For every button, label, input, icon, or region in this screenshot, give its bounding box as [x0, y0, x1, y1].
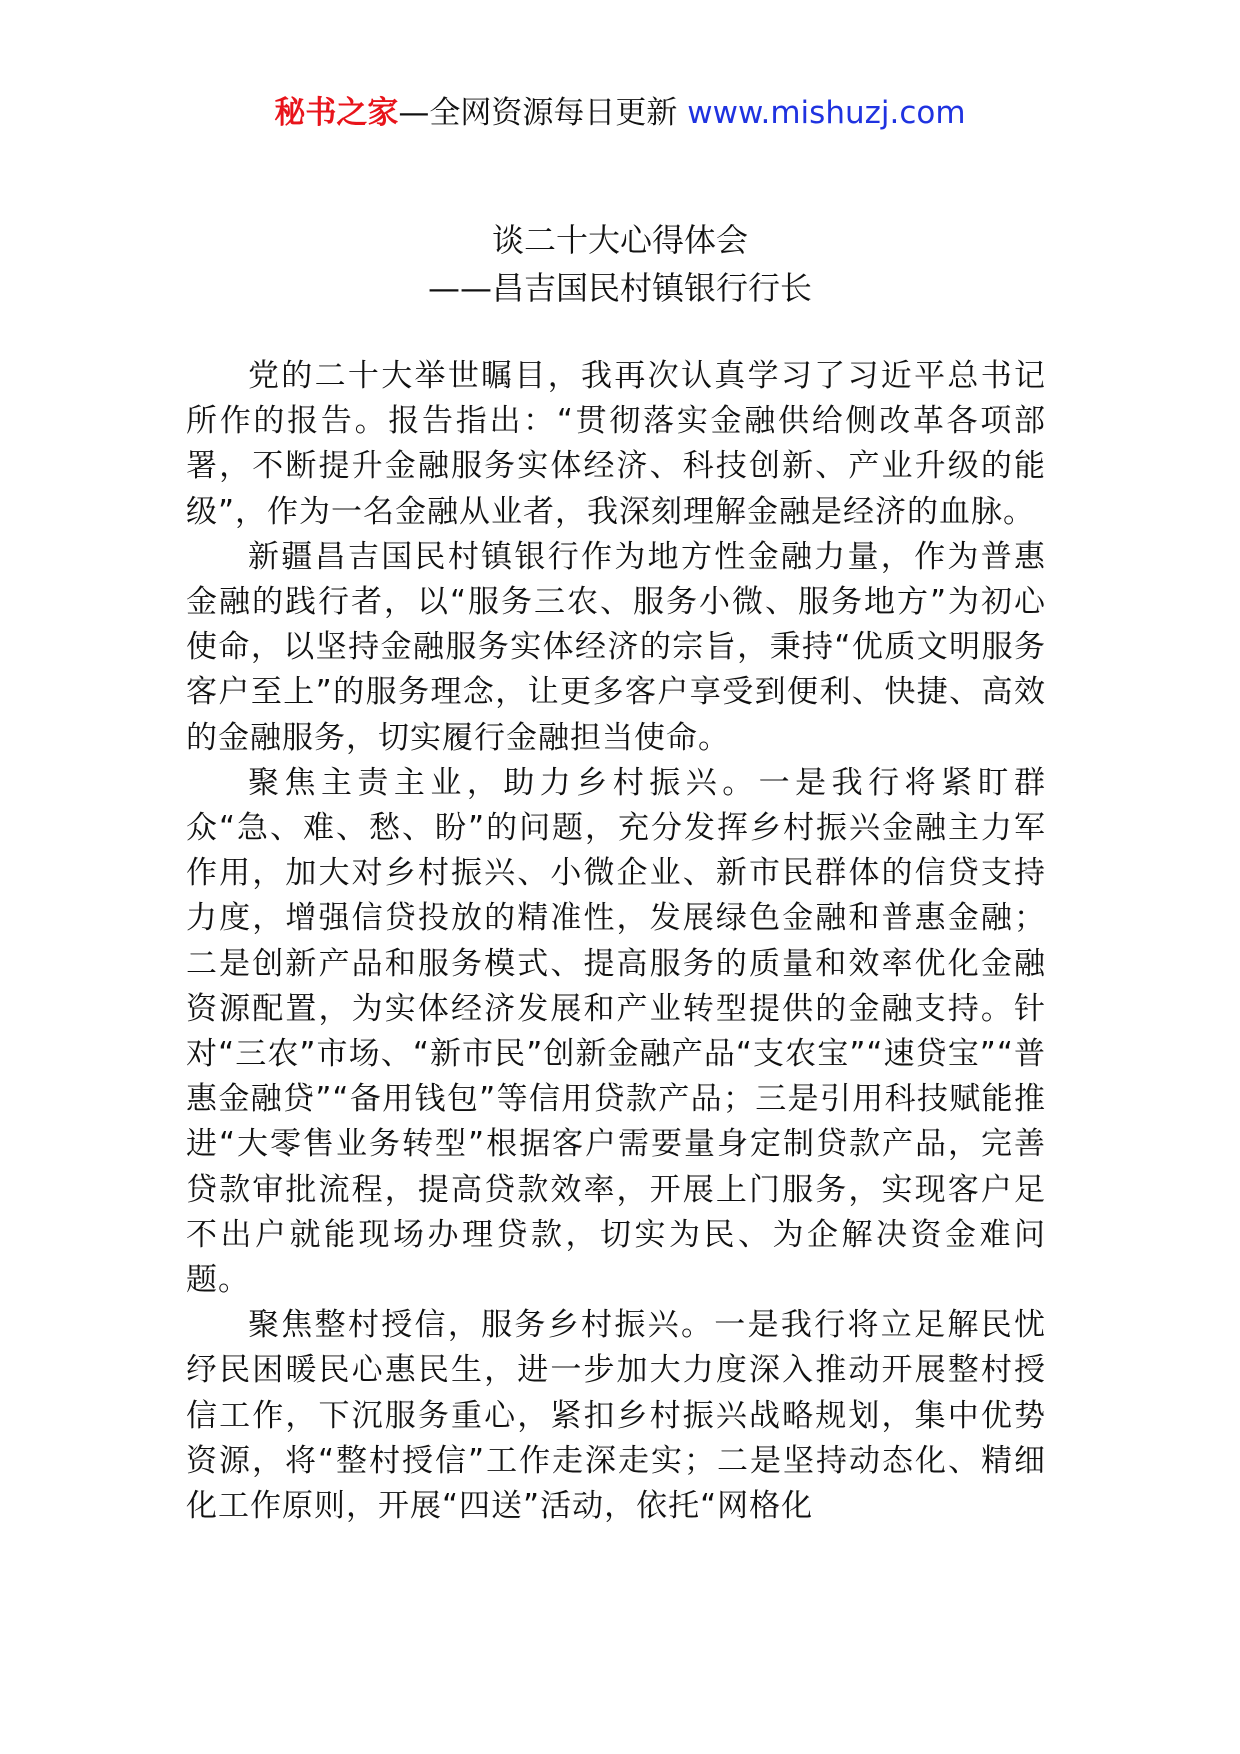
body-paragraph-1: 党的二十大举世瞩目，我再次认真学习了习近平总书记所作的报告。报告指出：“贯彻落实金融供给侧改革各项部署，不断提升金融服务实体经济、科技创新、产业升级的能级”，作为一名金融从业者，我深刻理解金融是经济的血脉。 — [186, 358, 1046, 530]
brand-name: 秘书之家 — [274, 95, 399, 131]
website-link[interactable]: www.mishuzj.com — [687, 95, 966, 131]
body-paragraph-3: 聚焦主责主业，助力乡村振兴。一是我行将紧盯群众“急、难、愁、盼”的问题，充分发挥乡村振兴金融主力军作用，加大对乡村振兴、小微企业、新市民群体的信贷支持力度，增强信贷投放的精准性，发展绿色金融和普惠金融；二是创新产品和服务模式、提高服务的质量和效率优化金融资源配置，为实体经济发展和产业转型提供的金融支持。针对“三农”市场、“新市民”创新金融产品“支农宝”“速贷宝”“普惠金融贷”“备用钱包”等信用贷款产品；三是引用科技赋能推进“大零售业务转型”根据客户需要量身定制贷款产品，完善贷款审批流程，提高贷款效率，开展上门服务，实现客户足不出户就能现场办理贷款，切实为民、为企解决资金难问题。 — [186, 764, 1046, 1299]
document-title: 谈二十大心得体会 — [491, 221, 748, 259]
site-header — [0, 92, 1240, 134]
document-title-block — [0, 217, 1240, 311]
body-paragraph-4: 聚焦整村授信，服务乡村振兴。一是我行将立足解民忧纾民困暖民心惠民生，进一步加大力度深入推动开展整村授信工作，下沉服务重心，紧扣乡村振兴战略规划，集中优势资源，将“整村授信”工作走深走实；二是坚持动态化、精细化工作原则，开展“四送”活动，依托“网格化 — [186, 1307, 1046, 1525]
document-subtitle: ——昌吉国民村镇银行行长 — [427, 269, 812, 307]
body-paragraph-2: 新疆昌吉国民村镇银行作为地方性金融力量，作为普惠金融的践行者，以“服务三农、服务小微、服务地方”为初心使命，以坚持金融服务实体经济的宗旨，秉持“优质文明服务 客户至上”的服务理念，让更多客户享受到便利、快捷、高效的金融服务，切实履行金融担当使命。 — [186, 538, 1046, 756]
document-body — [186, 354, 1046, 1529]
header-tagline: —全网资源每日更新 — [398, 95, 688, 131]
